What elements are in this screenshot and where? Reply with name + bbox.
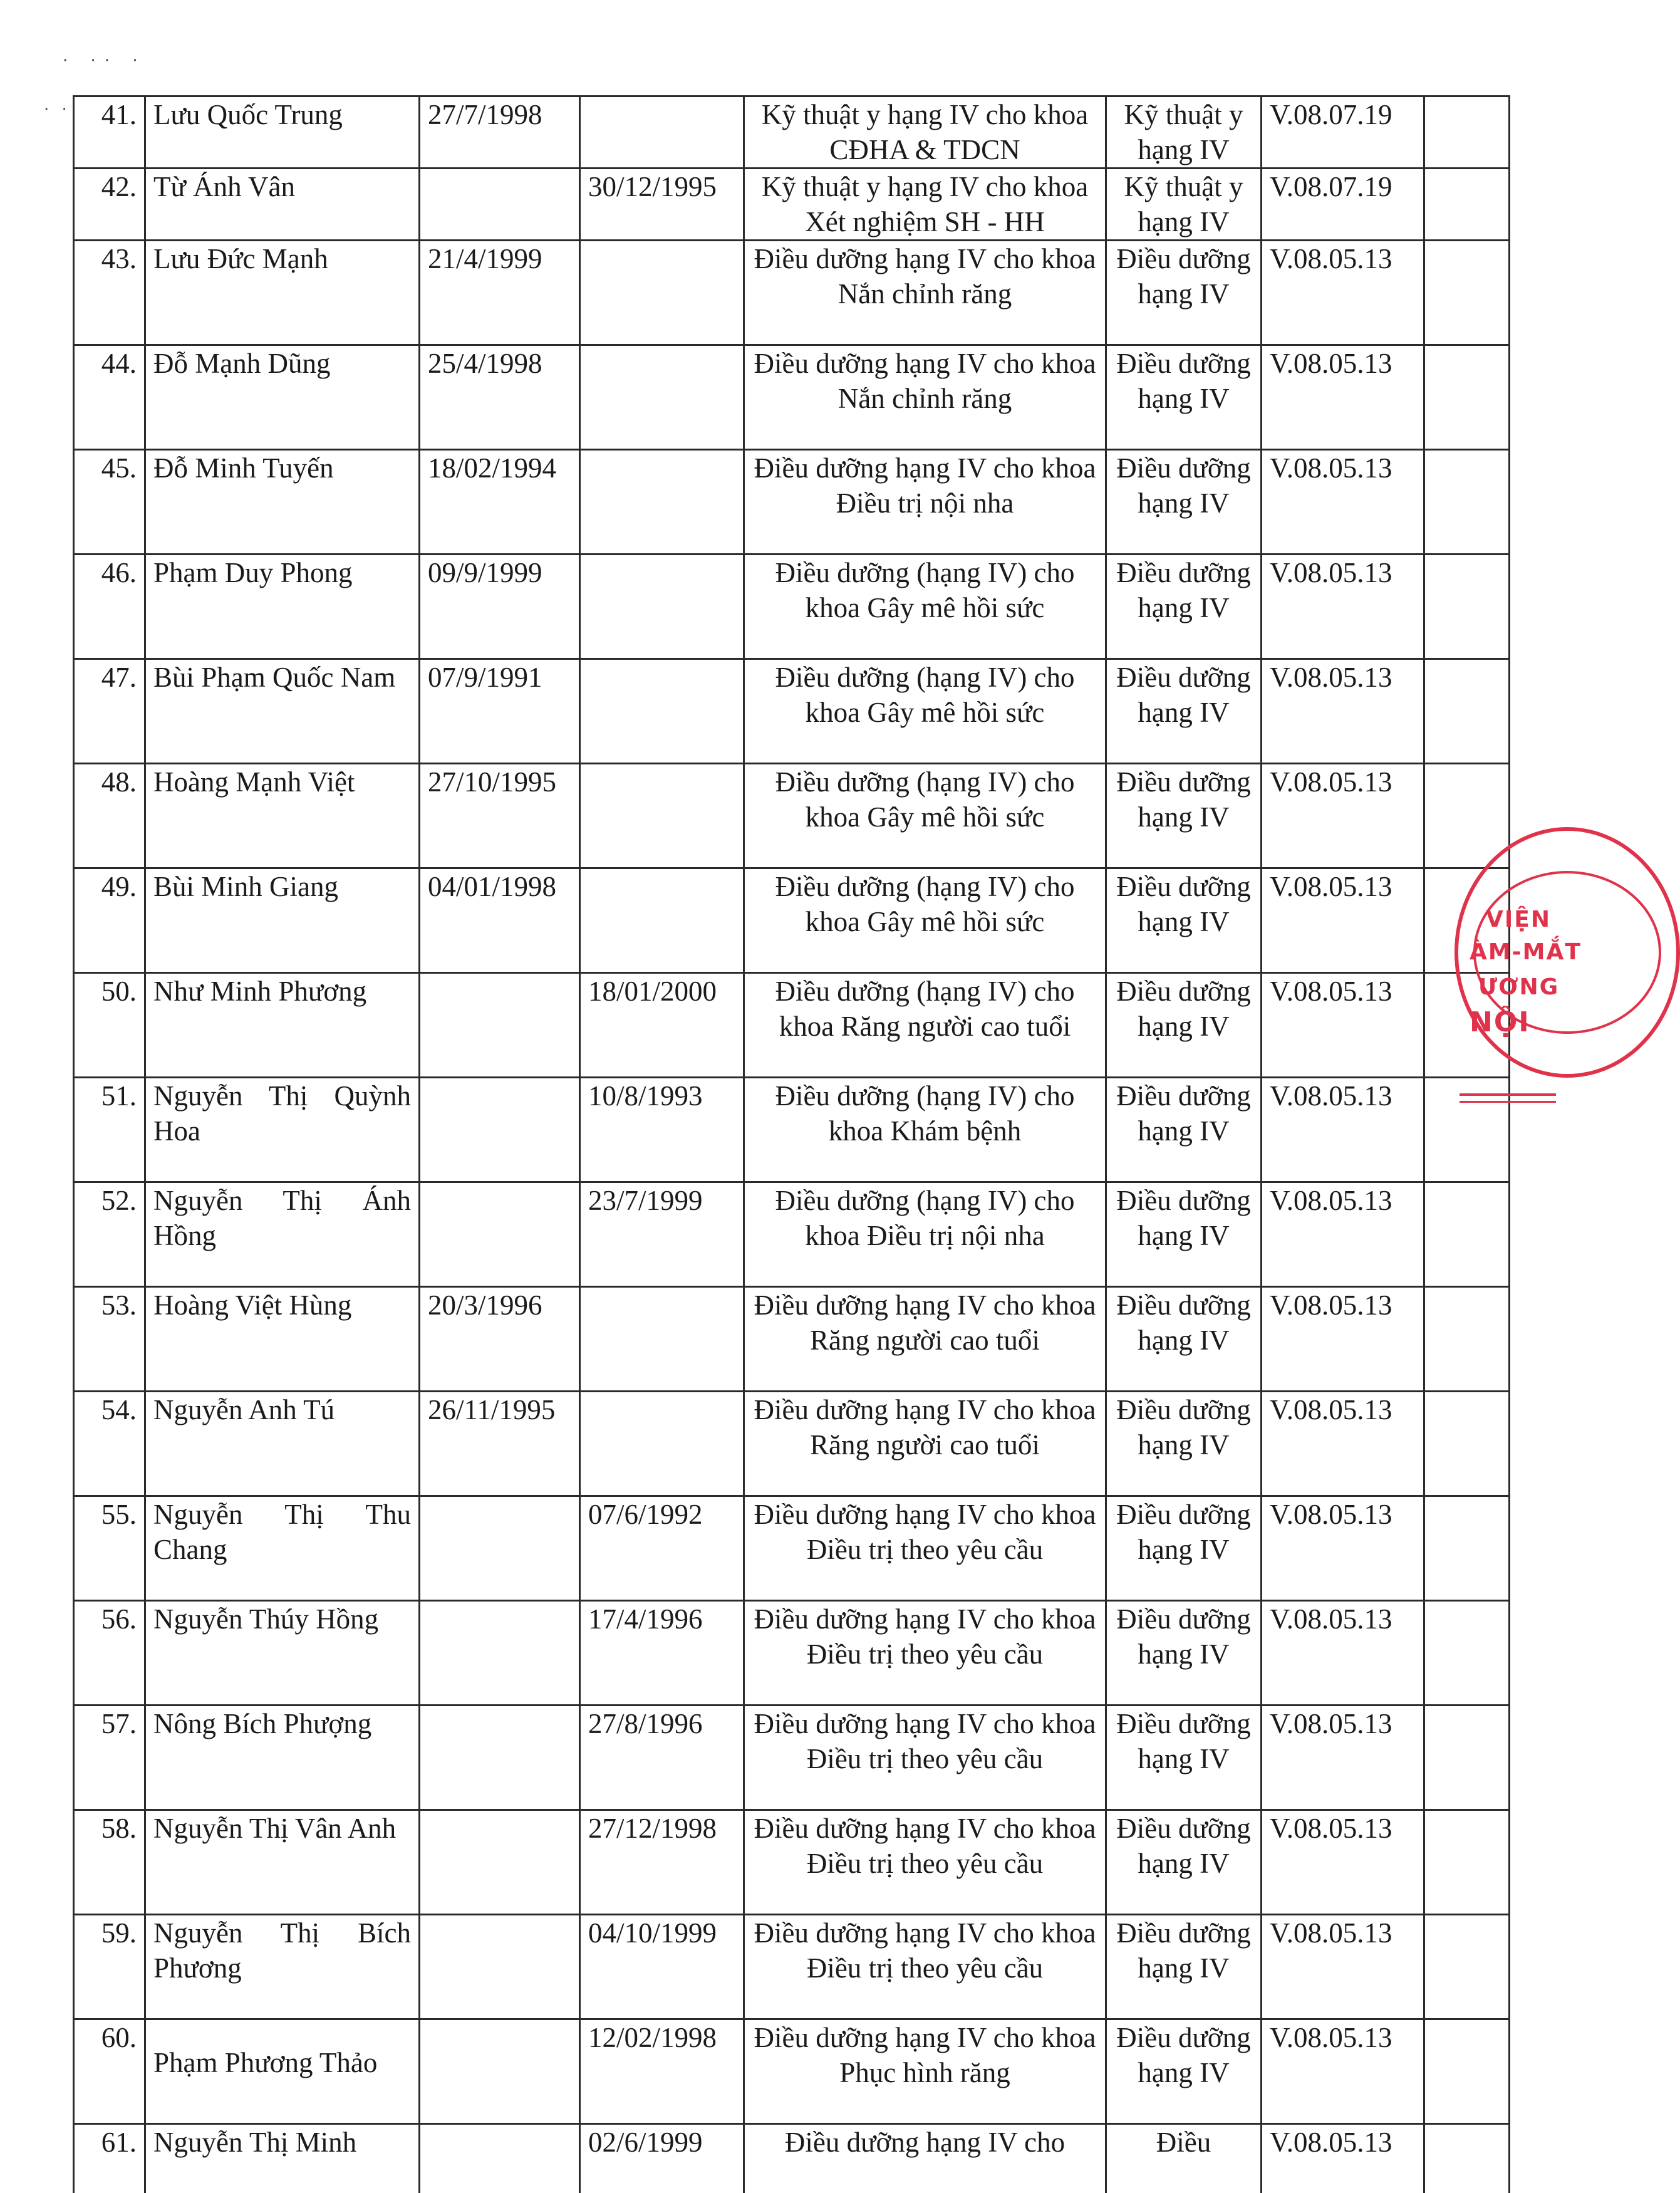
note-cell: [1424, 1915, 1510, 2019]
rank-title: Điều dưỡng hạng IV: [1106, 2019, 1262, 2124]
full-name: Lưu Đức Mạnh: [145, 241, 420, 345]
rank-title: Điều dưỡng hạng IV: [1106, 1392, 1262, 1496]
row-number: 45.: [74, 450, 145, 555]
dob-male: [420, 2019, 580, 2124]
dob-male: [420, 2124, 580, 2193]
note-cell: [1424, 1601, 1510, 1706]
dob-male: 04/01/1998: [420, 868, 580, 973]
position-title: Điều dưỡng (hạng IV) cho khoa Gây mê hồi sức: [744, 764, 1106, 868]
table-row: [74, 764, 1510, 868]
table-row: [74, 169, 1510, 241]
rank-title: Điều dưỡng hạng IV: [1106, 1182, 1262, 1287]
full-name: Như Minh Phương: [145, 973, 420, 1078]
note-cell: [1424, 555, 1510, 659]
position-title: Điều dưỡng (hạng IV) cho khoa Gây mê hồi sức: [744, 555, 1106, 659]
rank-code: V.08.05.13: [1262, 1810, 1424, 1915]
dob-female: [580, 241, 744, 345]
dob-female: [580, 659, 744, 764]
table-row: [74, 1706, 1510, 1810]
table-row: [74, 241, 1510, 345]
dob-female: 12/02/1998: [580, 2019, 744, 2124]
dob-female: 10/8/1993: [580, 1078, 744, 1182]
note-cell: [1424, 450, 1510, 555]
row-number: 57.: [74, 1706, 145, 1810]
position-title: Điều dưỡng hạng IV cho khoa Răng người cao tuổi: [744, 1287, 1106, 1392]
position-title: Điều dưỡng (hạng IV) cho khoa Gây mê hồi sức: [744, 659, 1106, 764]
dob-female: 07/6/1992: [580, 1496, 744, 1601]
rank-title: Điều dưỡng hạng IV: [1106, 659, 1262, 764]
dob-male: [420, 1496, 580, 1601]
note-cell: [1424, 764, 1510, 868]
dob-female: 23/7/1999: [580, 1182, 744, 1287]
full-name: Bùi Minh Giang: [145, 868, 420, 973]
position-title: Kỹ thuật y hạng IV cho khoa CĐHA & TDCN: [744, 96, 1106, 169]
rank-code: V.08.05.13: [1262, 1601, 1424, 1706]
full-name: Hoàng Việt Hùng: [145, 1287, 420, 1392]
note-cell: [1424, 1182, 1510, 1287]
row-number: 49.: [74, 868, 145, 973]
row-number: 47.: [74, 659, 145, 764]
table-body: [74, 96, 1510, 2193]
rank-title: Điều dưỡng hạng IV: [1106, 868, 1262, 973]
row-number: 56.: [74, 1601, 145, 1706]
dob-male: 07/9/1991: [420, 659, 580, 764]
row-number: 52.: [74, 1182, 145, 1287]
note-cell: [1424, 1287, 1510, 1392]
table-row: [74, 96, 1510, 169]
full-name: Nguyễn Thị Ánh Hồng: [145, 1182, 420, 1287]
staff-table: [73, 95, 1510, 2193]
dob-male: [420, 973, 580, 1078]
dob-female: 02/6/1999: [580, 2124, 744, 2193]
note-cell: [1424, 241, 1510, 345]
row-number: 48.: [74, 764, 145, 868]
row-number: 44.: [74, 345, 145, 450]
rank-title: Điều dưỡng hạng IV: [1106, 973, 1262, 1078]
position-title: Điều dưỡng (hạng IV) cho khoa Khám bệnh: [744, 1078, 1106, 1182]
table-row: [74, 1182, 1510, 1287]
full-name: Phạm Duy Phong: [145, 555, 420, 659]
row-number: 46.: [74, 555, 145, 659]
position-title: Điều dưỡng hạng IV cho khoa Nắn chỉnh răng: [744, 241, 1106, 345]
dob-female: 30/12/1995: [580, 169, 744, 241]
dob-male: 21/4/1999: [420, 241, 580, 345]
dob-male: 27/10/1995: [420, 764, 580, 868]
position-title: Điều dưỡng hạng IV cho khoa Nắn chỉnh răng: [744, 345, 1106, 450]
position-title: Điều dưỡng hạng IV cho khoa Điều trị theo yêu cầu: [744, 1706, 1106, 1810]
dob-female: 17/4/1996: [580, 1601, 744, 1706]
scan-specks: · ·· ·: [63, 51, 147, 70]
row-number: 41.: [74, 96, 145, 169]
rank-code: V.08.07.19: [1262, 96, 1424, 169]
row-number: 50.: [74, 973, 145, 1078]
seal-text-line-3: ƯƠNG: [1478, 974, 1560, 1000]
full-name: Nguyễn Thị Quỳnh Hoa: [145, 1078, 420, 1182]
note-cell: [1424, 1496, 1510, 1601]
rank-code: V.08.05.13: [1262, 1706, 1424, 1810]
full-name: Nguyễn Anh Tú: [145, 1392, 420, 1496]
dob-male: 09/9/1999: [420, 555, 580, 659]
table-row: [74, 345, 1510, 450]
note-cell: [1424, 1392, 1510, 1496]
position-title: Kỹ thuật y hạng IV cho khoa Xét nghiệm SH - HH: [744, 169, 1106, 241]
dob-female: [580, 345, 744, 450]
rank-title: Kỹ thuật y hạng IV: [1106, 169, 1262, 241]
note-cell: [1424, 169, 1510, 241]
dob-male: [420, 1810, 580, 1915]
note-cell: [1424, 2019, 1510, 2124]
full-name: Nguyễn Thị Thu Chang: [145, 1496, 420, 1601]
rank-code: V.08.05.13: [1262, 2019, 1424, 2124]
table-row: [74, 450, 1510, 555]
dob-female: [580, 555, 744, 659]
table-row: [74, 1915, 1510, 2019]
rank-title: Kỹ thuật y hạng IV: [1106, 96, 1262, 169]
position-title: Điều dưỡng hạng IV cho khoa Điều trị nội nha: [744, 450, 1106, 555]
position-title: Điều dưỡng hạng IV cho khoa Răng người cao tuổi: [744, 1392, 1106, 1496]
dob-male: [420, 1601, 580, 1706]
full-name: Nông Bích Phượng: [145, 1706, 420, 1810]
dob-male: 27/7/1998: [420, 96, 580, 169]
rank-title: Điều dưỡng hạng IV: [1106, 1601, 1262, 1706]
full-name: Phạm Phương Thảo: [145, 2019, 420, 2124]
rank-code: V.08.05.13: [1262, 1915, 1424, 2019]
note-cell: [1424, 96, 1510, 169]
dob-male: [420, 169, 580, 241]
row-number: 53.: [74, 1287, 145, 1392]
row-number: 55.: [74, 1496, 145, 1601]
full-name: Lưu Quốc Trung: [145, 96, 420, 169]
rank-title: Điều: [1106, 2124, 1262, 2193]
rank-code: V.08.05.13: [1262, 973, 1424, 1078]
table-row: [74, 2019, 1510, 2124]
full-name: Từ Ánh Vân: [145, 169, 420, 241]
note-cell: [1424, 1810, 1510, 1915]
rank-code: V.08.05.13: [1262, 764, 1424, 868]
rank-code: V.08.05.13: [1262, 868, 1424, 973]
rank-code: V.08.05.13: [1262, 659, 1424, 764]
position-title: Điều dưỡng hạng IV cho khoa Điều trị theo yêu cầu: [744, 1810, 1106, 1915]
position-title: Điều dưỡng hạng IV cho khoa Điều trị theo yêu cầu: [744, 1496, 1106, 1601]
dob-female: [580, 96, 744, 169]
dob-male: 25/4/1998: [420, 345, 580, 450]
full-name: Đỗ Minh Tuyến: [145, 450, 420, 555]
table-row: [74, 1287, 1510, 1392]
seal-underline: [1460, 1093, 1556, 1103]
rank-code: V.08.05.13: [1262, 1182, 1424, 1287]
dob-female: 04/10/1999: [580, 1915, 744, 2019]
dob-male: [420, 1915, 580, 2019]
table-row: [74, 1496, 1510, 1601]
dob-male: [420, 1182, 580, 1287]
rank-code: V.08.07.19: [1262, 169, 1424, 241]
dob-male: 18/02/1994: [420, 450, 580, 555]
full-name: Đỗ Mạnh Dũng: [145, 345, 420, 450]
full-name: Hoàng Mạnh Việt: [145, 764, 420, 868]
table-row: [74, 1601, 1510, 1706]
scan-specks-left: · ·: [44, 100, 71, 119]
dob-female: [580, 1287, 744, 1392]
note-cell: [1424, 2124, 1510, 2193]
position-title: Điều dưỡng hạng IV cho khoa Phục hình răng: [744, 2019, 1106, 2124]
rank-title: Điều dưỡng hạng IV: [1106, 1915, 1262, 2019]
dob-female: 27/8/1996: [580, 1706, 744, 1810]
dob-female: 18/01/2000: [580, 973, 744, 1078]
rank-title: Điều dưỡng hạng IV: [1106, 345, 1262, 450]
rank-title: Điều dưỡng hạng IV: [1106, 1078, 1262, 1182]
rank-title: Điều dưỡng hạng IV: [1106, 1287, 1262, 1392]
rank-code: V.08.05.13: [1262, 1392, 1424, 1496]
rank-code: V.08.05.13: [1262, 1287, 1424, 1392]
table-row: [74, 1810, 1510, 1915]
rank-title: Điều dưỡng hạng IV: [1106, 555, 1262, 659]
table-row: [74, 868, 1510, 973]
rank-title: Điều dưỡng hạng IV: [1106, 241, 1262, 345]
rank-title: Điều dưỡng hạng IV: [1106, 1496, 1262, 1601]
full-name: Nguyễn Thị Minh: [145, 2124, 420, 2193]
dob-male: [420, 1078, 580, 1182]
rank-title: Điều dưỡng hạng IV: [1106, 450, 1262, 555]
note-cell: [1424, 659, 1510, 764]
row-number: 54.: [74, 1392, 145, 1496]
seal-text-line-2: ÀM-MẮT: [1470, 939, 1582, 965]
full-name: Nguyễn Thúy Hồng: [145, 1601, 420, 1706]
position-title: Điều dưỡng (hạng IV) cho khoa Gây mê hồi sức: [744, 868, 1106, 973]
full-name: Bùi Phạm Quốc Nam: [145, 659, 420, 764]
dob-female: [580, 764, 744, 868]
dob-female: [580, 450, 744, 555]
dob-female: [580, 868, 744, 973]
rank-title: Điều dưỡng hạng IV: [1106, 764, 1262, 868]
table-row: [74, 555, 1510, 659]
seal-text-line-4: NỘI: [1470, 1006, 1530, 1038]
rank-code: V.08.05.13: [1262, 241, 1424, 345]
position-title: Điều dưỡng hạng IV cho: [744, 2124, 1106, 2193]
row-number: 43.: [74, 241, 145, 345]
position-title: Điều dưỡng hạng IV cho khoa Điều trị theo yêu cầu: [744, 1601, 1106, 1706]
table-row: [74, 2124, 1510, 2193]
rank-title: Điều dưỡng hạng IV: [1106, 1810, 1262, 1915]
dob-female: 27/12/1998: [580, 1810, 744, 1915]
rank-code: V.08.05.13: [1262, 345, 1424, 450]
row-number: 59.: [74, 1915, 145, 2019]
position-title: Điều dưỡng (hạng IV) cho khoa Điều trị nội nha: [744, 1182, 1106, 1287]
dob-male: 20/3/1996: [420, 1287, 580, 1392]
seal-text-line-1: VIỆN: [1486, 907, 1551, 932]
rank-code: V.08.05.13: [1262, 1496, 1424, 1601]
dob-female: [580, 1392, 744, 1496]
dob-male: [420, 1706, 580, 1810]
row-number: 42.: [74, 169, 145, 241]
note-cell: [1424, 1706, 1510, 1810]
row-number: 61.: [74, 2124, 145, 2193]
position-title: Điều dưỡng (hạng IV) cho khoa Răng người cao tuổi: [744, 973, 1106, 1078]
row-number: 60.: [74, 2019, 145, 2124]
dob-male: 26/11/1995: [420, 1392, 580, 1496]
rank-code: V.08.05.13: [1262, 450, 1424, 555]
row-number: 51.: [74, 1078, 145, 1182]
row-number: 58.: [74, 1810, 145, 1915]
table-row: [74, 659, 1510, 764]
rank-code: V.08.05.13: [1262, 2124, 1424, 2193]
rank-code: V.08.05.13: [1262, 555, 1424, 659]
note-cell: [1424, 345, 1510, 450]
table-row: [74, 1392, 1510, 1496]
full-name: Nguyễn Thị Vân Anh: [145, 1810, 420, 1915]
rank-title: Điều dưỡng hạng IV: [1106, 1706, 1262, 1810]
full-name: Nguyễn Thị Bích Phương: [145, 1915, 420, 2019]
table-row: [74, 973, 1510, 1078]
rank-code: V.08.05.13: [1262, 1078, 1424, 1182]
position-title: Điều dưỡng hạng IV cho khoa Điều trị theo yêu cầu: [744, 1915, 1106, 2019]
table-row: [74, 1078, 1510, 1182]
